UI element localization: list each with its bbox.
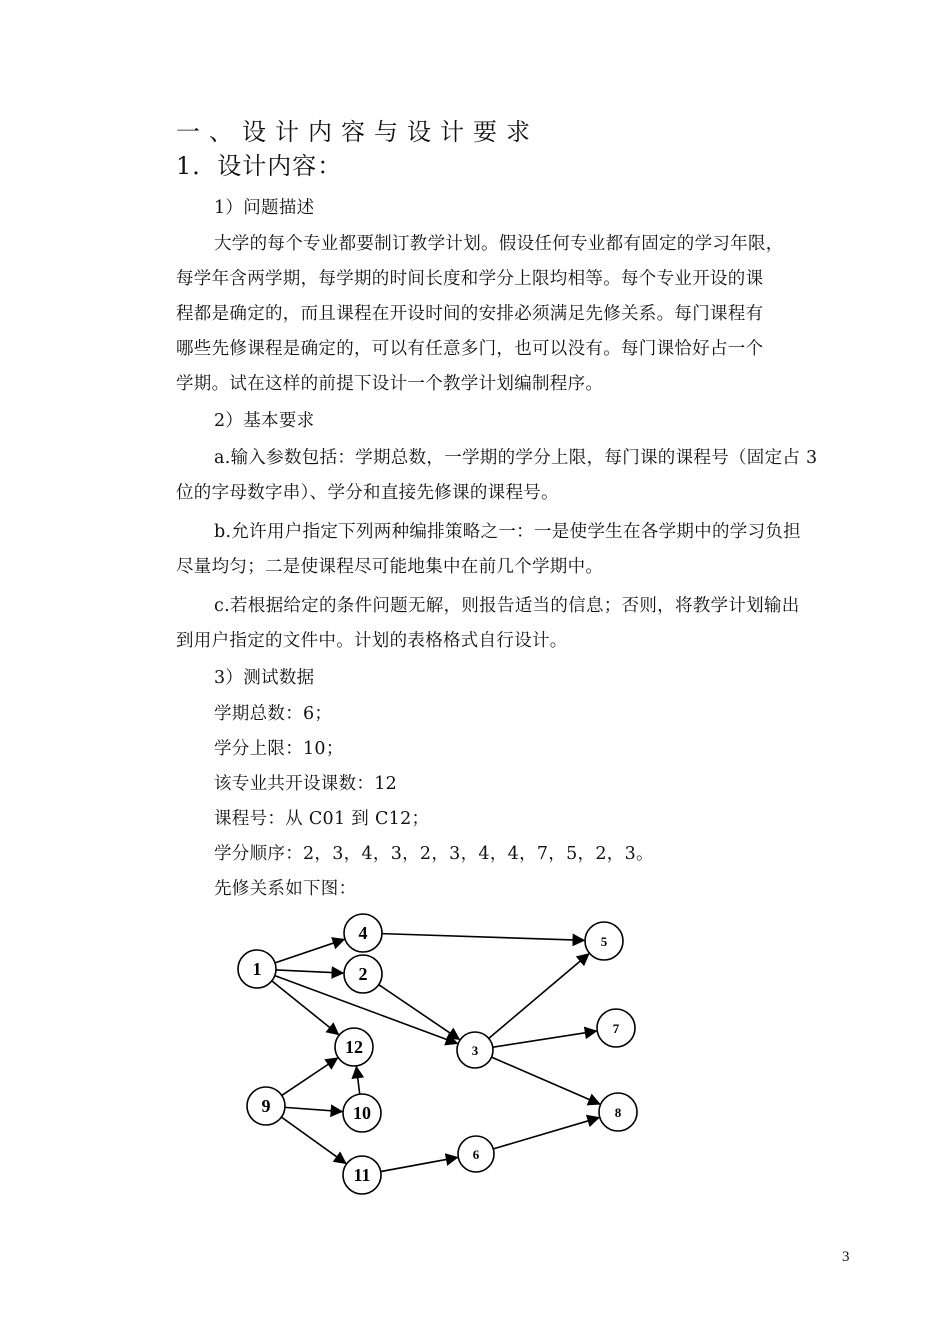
graph-node-label: 5: [600, 934, 608, 949]
graph-node-8: [599, 1093, 637, 1131]
graph-edge-n9-n12: [282, 1058, 338, 1095]
graph-edge-n1-n4: [275, 939, 344, 962]
graph-node-6: [458, 1136, 494, 1172]
graph-node-11: [343, 1156, 381, 1194]
test-course-count: 该专业共开设课数：12: [214, 774, 398, 794]
requirement-c: c.若根据给定的条件问题无解，则报告适当的信息；否则，将教学计划输出: [214, 596, 800, 616]
graph-edge-n3-n5: [489, 954, 589, 1038]
graph-node-label: 1: [252, 959, 262, 979]
graph-node-2: [344, 955, 382, 993]
test-prereq-caption: 先修关系如下图：: [214, 879, 357, 899]
requirement-b-cont: 尽量均匀；二是使课程尽可能地集中在前几个学期中。: [176, 557, 604, 577]
requirement-b: b.允许用户指定下列两种编排策略之一：一是使学生在各学期中的学习负担: [214, 522, 801, 542]
graph-edge-n9-n10: [285, 1107, 342, 1111]
graph-node-label: 10: [353, 1103, 371, 1123]
test-terms: 学期总数：6；: [214, 704, 333, 724]
graph-node-5: [585, 922, 623, 960]
requirement-c-cont: 到用户指定的文件中。计划的表格格式自行设计。: [176, 631, 568, 651]
paragraph-line: 哪些先修课程是确定的，可以有任意多门，也可以没有。每门课恰好占一个: [176, 339, 764, 359]
graph-edge-n6-n8: [493, 1118, 599, 1149]
graph-node-label: 7: [612, 1021, 620, 1036]
graph-edge-n4-n5: [382, 934, 584, 941]
graph-node-label: 12: [345, 1037, 363, 1057]
graph-edge-n3-n7: [493, 1031, 596, 1047]
graph-node-label: 3: [471, 1043, 479, 1058]
graph-node-3: [457, 1032, 493, 1068]
section-title-testdata: 3）测试数据: [214, 668, 315, 688]
prerequisite-graph: [0, 900, 950, 1220]
main-heading: 一、设计内容与设计要求: [176, 118, 539, 146]
test-course-ids: 课程号：从 C01 到 C12；: [214, 809, 430, 829]
graph-node-label: 8: [614, 1105, 622, 1120]
graph-node-9: [247, 1087, 285, 1125]
graph-node-10: [343, 1094, 381, 1132]
paragraph-line: 大学的每个专业都要制订教学计划。假设任何专业都有固定的学习年限，: [214, 234, 784, 254]
graph-node-label: 6: [472, 1147, 480, 1162]
paragraph-line: 学期。试在这样的前提下设计一个教学计划编制程序。: [176, 374, 604, 394]
test-credit-limit: 学分上限：10；: [214, 739, 344, 759]
graph-node-4: [344, 914, 382, 952]
graph-edge-n11-n6: [381, 1157, 458, 1171]
graph-node-label: 4: [358, 923, 368, 943]
graph-edge-n10-n12: [356, 1067, 359, 1094]
requirement-a-cont: 位的字母数字串）、学分和直接先修课的课程号。: [176, 483, 559, 503]
paragraph-line: 程都是确定的，而且课程在开设时间的安排必须满足先修关系。每门课程有: [176, 304, 764, 324]
graph-edge-n1-n12: [272, 981, 339, 1035]
graph-node-1: [238, 950, 276, 988]
graph-edge-n2-n3: [379, 985, 460, 1040]
page-number: 3: [842, 1249, 850, 1265]
graph-edge-n1-n2: [276, 970, 343, 973]
paragraph-line: 每学年含两学期，每学期的时间长度和学分上限均相等。每个专业开设的课: [176, 269, 764, 289]
section-title-requirements: 2）基本要求: [214, 411, 315, 431]
graph-node-label: 11: [353, 1165, 371, 1185]
graph-node-7: [597, 1009, 635, 1047]
graph-node-label: 2: [358, 964, 368, 984]
test-credit-order: 学分顺序：2，3，4，3，2，3，4，4，7，5，2，3。: [214, 844, 654, 864]
graph-edge-n9-n11: [281, 1117, 345, 1163]
graph-edge-n3-n8: [492, 1057, 600, 1104]
graph-node-label: 9: [261, 1096, 271, 1116]
graph-node-12: [335, 1028, 373, 1066]
sub-heading: 1．设计内容：: [176, 152, 343, 180]
requirement-a: a.输入参数包括：学期总数，一学期的学分上限，每门课的课程号（固定占 3: [214, 448, 818, 468]
section-title-problem: 1）问题描述: [214, 198, 315, 218]
